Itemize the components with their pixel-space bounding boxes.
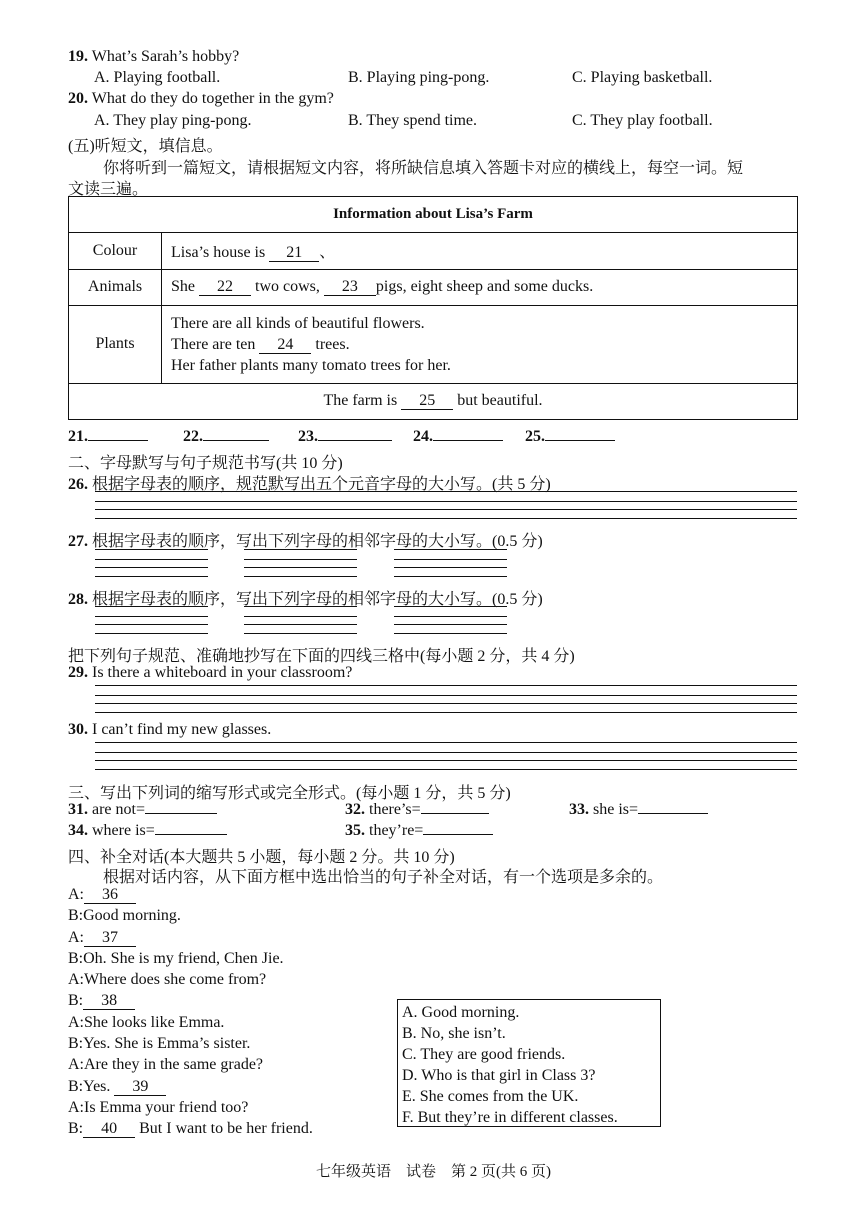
page-footer: 七年级英语 试卷 第 2 页(共 6 页) [316,1164,551,1180]
question-number: 29. [68,664,88,681]
option-e: E. She comes from the UK. [402,1088,579,1105]
question-20 [68,90,334,108]
cell-text: Her father plants many tomato trees for her. [171,356,451,374]
speaker: A: [68,971,84,989]
blank-36[interactable]: 36 [84,886,136,904]
writing-lines-29[interactable] [95,685,797,713]
copy-instruction: 把下列句子规范、准确地抄写在下面的四线三格中(每小题 2 分，共 4 分) [68,648,575,665]
speaker: B: [68,1120,84,1138]
question-number: 35. [345,822,365,839]
question-33 [569,801,708,819]
speaker: B: [68,1077,84,1095]
dialogue-line [68,948,313,969]
dialogue-line [68,1118,313,1139]
cell-text: 、 [319,244,336,261]
dialogue-line [68,1076,313,1097]
writing-lines-26[interactable] [95,491,797,519]
answer-line[interactable] [145,813,217,814]
cell-text: There are ten [171,335,256,353]
blank-38[interactable]: 38 [83,992,135,1010]
row-label: Colour [69,232,162,269]
dialogue-line [68,927,313,948]
question-19 [68,48,239,66]
question-35 [345,822,493,840]
question-text: Is there a whiteboard in your classroom? [92,664,353,681]
speaker: A: [68,1013,84,1031]
line-text: But I want to be her friend. [139,1120,313,1138]
cell-text: There are all kinds of beautiful flowers. [171,314,425,332]
answer-line[interactable] [421,813,489,814]
line-text: Good morning. [83,907,181,925]
answer-line[interactable] [638,813,708,814]
question-text: What’s Sarah’s hobby? [91,48,240,65]
question-number: 20. [68,90,88,107]
speaker: A: [68,1098,84,1116]
dialogue-line [68,1054,313,1075]
info-table [68,196,798,420]
answer-label: 25. [525,428,545,445]
question-number: 26. [68,476,88,493]
option-c: C. They play football. [572,112,713,129]
option-f: F. But they’re in different classes. [402,1109,618,1126]
question-text: 根据字母表的顺序，写出下列字母的相邻字母的大小写。(0.5 分) [92,533,543,550]
writing-lines-30[interactable] [95,742,797,770]
cell-text: trees. [315,335,350,353]
question-text: 根据字母表的顺序，写出下列字母的相邻字母的大小写。(0.5 分) [92,591,543,608]
question-text: she is= [593,801,639,818]
cell-text: but beautiful. [457,392,543,409]
answer-22 [183,428,269,446]
blank-37[interactable]: 37 [84,929,136,947]
question-number: 33. [569,801,589,818]
section-5-title: (五)听短文，填信息。 [68,138,223,155]
line-text: Is Emma your friend too? [84,1098,249,1116]
answer-line[interactable] [88,440,148,441]
question-text: 根据字母表的顺序，规范默写出五个元音字母的大小写。(共 5 分) [92,476,551,493]
writing-lines-27c[interactable] [394,549,507,577]
blank-24[interactable]: 24 [259,336,311,354]
answer-line[interactable] [155,834,227,835]
blank-21[interactable]: 21 [269,244,319,262]
option-b: B. They spend time. [348,112,478,129]
section-5-instruction-cont: 文读三遍。 [68,181,149,198]
question-text: What do they do together in the gym? [91,90,334,107]
writing-lines-28b[interactable] [244,606,357,634]
question-number: 19. [68,48,88,65]
speaker: A: [68,1056,84,1074]
writing-lines-28a[interactable] [95,606,208,634]
option-c: C. Playing basketball. [572,69,713,86]
table-row-farm [69,383,797,419]
dialogue-line [68,905,313,926]
line-text: Are they in the same grade? [84,1056,264,1074]
question-text: they’re= [369,822,424,839]
answer-21 [68,428,148,446]
question-number: 31. [68,801,88,818]
section-4-title: 四、补全对话(本大题共 5 小题，每小题 2 分。共 10 分) [68,849,455,866]
question-text: are not= [92,801,145,818]
question-32 [345,801,489,819]
option-b: B. Playing ping-pong. [348,69,490,86]
blank-22[interactable]: 22 [199,278,251,296]
question-number: 32. [345,801,365,818]
blank-40[interactable]: 40 [83,1120,135,1138]
answer-23 [298,428,392,446]
writing-lines-27b[interactable] [244,549,357,577]
cell-text: She [171,278,195,295]
answer-25 [525,428,615,446]
line-text: Where does she come from? [84,971,267,989]
blank-23[interactable]: 23 [324,278,376,296]
table-title: Information about Lisa’s Farm [333,206,533,222]
answer-24 [413,428,503,446]
speaker: A: [68,886,84,903]
question-number: 34. [68,822,88,839]
line-text: She looks like Emma. [84,1013,225,1031]
row-label: Plants [69,305,162,383]
blank-25[interactable]: 25 [401,392,453,410]
option-d: D. Who is that girl in Class 3? [402,1067,596,1084]
cell-text: two cows, [255,278,320,295]
table-row-plants [69,305,797,384]
section-3-title: 三、写出下列词的缩写形式或完全形式。(每小题 1 分，共 5 分) [68,785,511,802]
dialogue-line [68,884,313,905]
question-text: where is= [92,822,155,839]
speaker: B: [68,949,84,967]
options-box [397,999,661,1127]
question-29 [68,664,352,682]
speaker: A: [68,928,84,946]
row-label: Animals [69,269,162,305]
question-number: 28. [68,591,88,608]
question-number: 27. [68,533,88,550]
dialogue-line [68,1033,313,1054]
cell-text: Lisa’s house is [171,244,266,261]
option-b: B. No, she isn’t. [402,1025,506,1042]
line-text: Yes. She is Emma’s sister. [83,1035,251,1053]
dialogue-line [68,990,313,1011]
cell-text: pigs, eight sheep and some ducks. [375,278,594,295]
answer-line[interactable] [318,440,392,441]
table-title-row [69,197,797,233]
speaker: B: [68,1035,84,1053]
answer-label: 21. [68,428,88,445]
speaker: B: [68,992,84,1010]
dialogue-line [68,1012,313,1033]
option-a: A. Good morning. [402,1004,520,1021]
table-row-colour [69,232,797,270]
answer-line[interactable] [545,440,615,441]
question-text: I can’t find my new glasses. [92,721,272,738]
answer-line[interactable] [423,834,493,835]
section-2-title: 二、字母默写与句子规范书写(共 10 分) [68,455,343,472]
answer-line[interactable] [203,440,269,441]
option-a: A. Playing football. [94,69,221,86]
line-text: Oh. She is my friend, Chen Jie. [83,949,284,967]
dialogue [68,884,313,1140]
question-text: there’s= [369,801,421,818]
dialogue-line [68,1097,313,1118]
cell-text: The farm is [323,392,398,409]
section-5-instruction: 你将听到一篇短文，请根据短文内容，将所缺信息填入答题卡对应的横线上，每空一词。短 [103,160,744,177]
table-row-animals [69,269,797,306]
option-a: A. They play ping-pong. [94,112,252,129]
speaker: B: [68,907,84,925]
answer-label: 22. [183,428,203,445]
line-text: Yes. [83,1077,111,1095]
question-number: 30. [68,721,88,738]
option-c: C. They are good friends. [402,1046,566,1063]
answer-label: 23. [298,428,318,445]
question-30 [68,721,271,739]
question-27 [68,528,543,551]
dialogue-line [68,969,313,990]
blank-39[interactable]: 39 [114,1078,166,1096]
question-34 [68,822,227,840]
writing-lines-28c[interactable] [394,606,507,634]
section-4-instruction: 根据对话内容，从下面方框中选出恰当的句子补全对话，有一个选项是多余的。 [103,869,664,886]
answer-label: 24. [413,428,433,445]
answer-line[interactable] [433,440,503,441]
question-31 [68,801,217,819]
writing-lines-27a[interactable] [95,549,208,577]
